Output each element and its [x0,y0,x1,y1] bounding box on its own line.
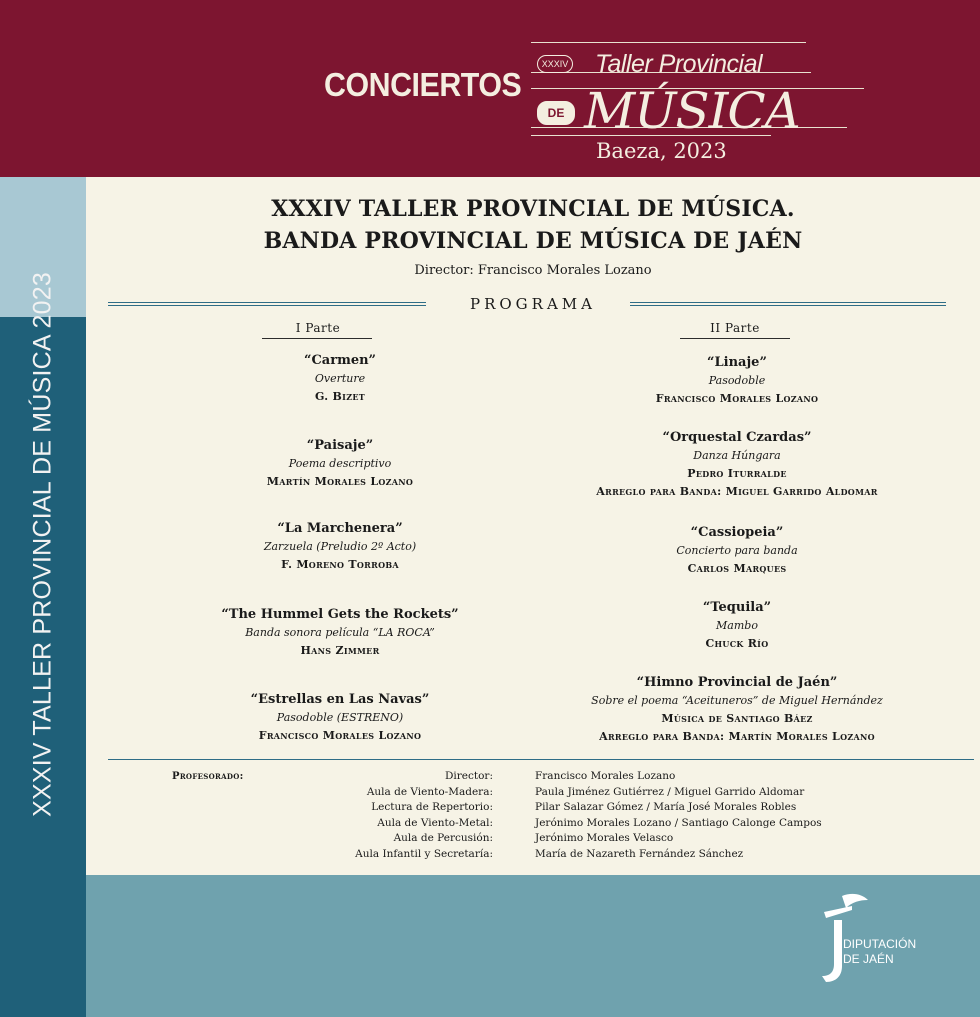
piece-title: “Paisaje” [306,438,374,453]
table-row [290,770,910,786]
list-item [170,605,510,660]
table-row [290,786,910,802]
piece-subtitle: Danza Húngara [693,449,781,462]
place-year: Baeza, 2023 [596,139,727,163]
logo-line2: DE JAÉN [843,952,894,966]
main-heading-line1: XXXIV TALLER PROVINCIAL DE MÚSICA. [271,196,795,222]
list-item [170,690,510,745]
profesorado-label: Profesorado: [172,771,244,782]
piece-subtitle: Concierto para banda [676,544,798,557]
list-item [537,523,937,578]
staff-names: Pilar Salazar Gómez / María José Morales Robles [535,801,797,813]
staff-names: María de Nazareth Fernández Sánchez [535,847,744,860]
conciertos-title: CONCIERTOS [324,66,522,103]
list-item [170,436,510,491]
programa-heading: PROGRAMA [470,295,596,313]
piece-composer: Carlos Marques [687,562,787,575]
piece-composer: F. Moreno Torroba [281,558,399,571]
de-badge: DE [537,101,575,125]
piece-subtitle: Overture [314,372,366,385]
piece-composer: Francisco Morales Lozano [258,729,422,742]
piece-subtitle: Mambo [716,619,758,632]
staff-names: Francisco Morales Lozano [535,770,676,782]
piece-subtitle: Zarzuela (Preludio 2º Acto) [263,540,417,553]
profesorado-divider [108,759,974,760]
edition-badge: XXXIV [537,55,573,73]
piece-subtitle: Banda sonora película “LA ROCA” [245,626,435,639]
piece-subtitle: Poema descriptivo [288,457,392,470]
piece-composer: Hans Zimmer [300,644,380,657]
logo-line1: DIPUTACIÓN [843,937,917,951]
piece-title: “Linaje” [707,355,767,370]
piece-arrangement: Arreglo para Banda: Martín Morales Lozano [599,730,875,743]
piece-composer: Música de Santiago Báez [661,712,813,725]
piece-title: “Orquestal Czardas” [662,430,812,445]
parte2-underline [680,338,790,339]
piece-composer: Chuck Río [705,637,769,650]
piece-title: “Carmen” [303,353,377,368]
diputacion-logo-text [843,937,916,967]
piece-title: “Cassiopeia” [690,525,784,540]
main-heading-line2: BANDA PROVINCIAL DE MÚSICA DE JAÉN [263,228,803,254]
staff-role: Lectura de Repertorio: [371,801,493,813]
staff-role: Aula de Viento-Metal: [377,816,493,829]
piece-title: “Estrellas en Las Navas” [250,692,430,707]
list-item [170,519,510,574]
piece-title: “Tequila” [702,600,772,615]
table-row [290,801,910,817]
piece-subtitle: Sobre el poema “Aceituneros” de Miguel Hernández [591,694,883,707]
parte1-underline [262,338,372,339]
parte2-label: II Parte [710,321,760,335]
director-line: Director: Francisco Morales Lozano [414,263,652,278]
staff-role: Aula de Percusión: [393,832,493,844]
piece-subtitle: Pasodoble (ESTRENO) [276,711,404,724]
piece-title: “Himno Provincial de Jaén” [636,675,838,690]
staff-role: Director: [445,770,493,782]
piece-composer: Martín Morales Lozano [266,475,414,488]
taller-provincial-title: Taller Provincial [595,50,763,78]
list-item [170,351,510,406]
piece-title: “La Marchenera” [277,521,403,536]
table-row [290,817,910,833]
sidebar-vertical-title: XXXIV TALLER PROVINCIAL DE MÚSICA 2023 [28,272,57,817]
piece-composer: Pedro Iturralde [687,467,787,480]
piece-arrangement: Arreglo para Banda: Miguel Garrido Aldomar [596,485,878,498]
list-item [537,353,937,408]
musica-title: MÚSICA [584,82,800,140]
parte1-label: I Parte [295,321,341,335]
piece-subtitle: Pasodoble [708,374,766,387]
list-item [537,428,937,501]
piece-composer: G. Bizet [315,390,365,403]
list-item [537,598,937,653]
logo-rule-top [531,42,806,43]
staff-role: Aula Infantil y Secretaría: [355,847,493,860]
profesorado-list [290,770,910,863]
staff-names: Paula Jiménez Gutiérrez / Miguel Garrido Aldomar [535,785,805,798]
piece-title: “The Hummel Gets the Rockets” [221,607,459,622]
table-row [290,848,910,864]
staff-role: Aula de Viento-Madera: [366,785,493,798]
piece-composer: Francisco Morales Lozano [655,392,819,405]
list-item [537,673,937,746]
staff-names: Jerónimo Morales Lozano / Santiago Calonge Campos [535,816,822,829]
table-row [290,832,910,848]
staff-names: Jerónimo Morales Velasco [535,832,674,844]
